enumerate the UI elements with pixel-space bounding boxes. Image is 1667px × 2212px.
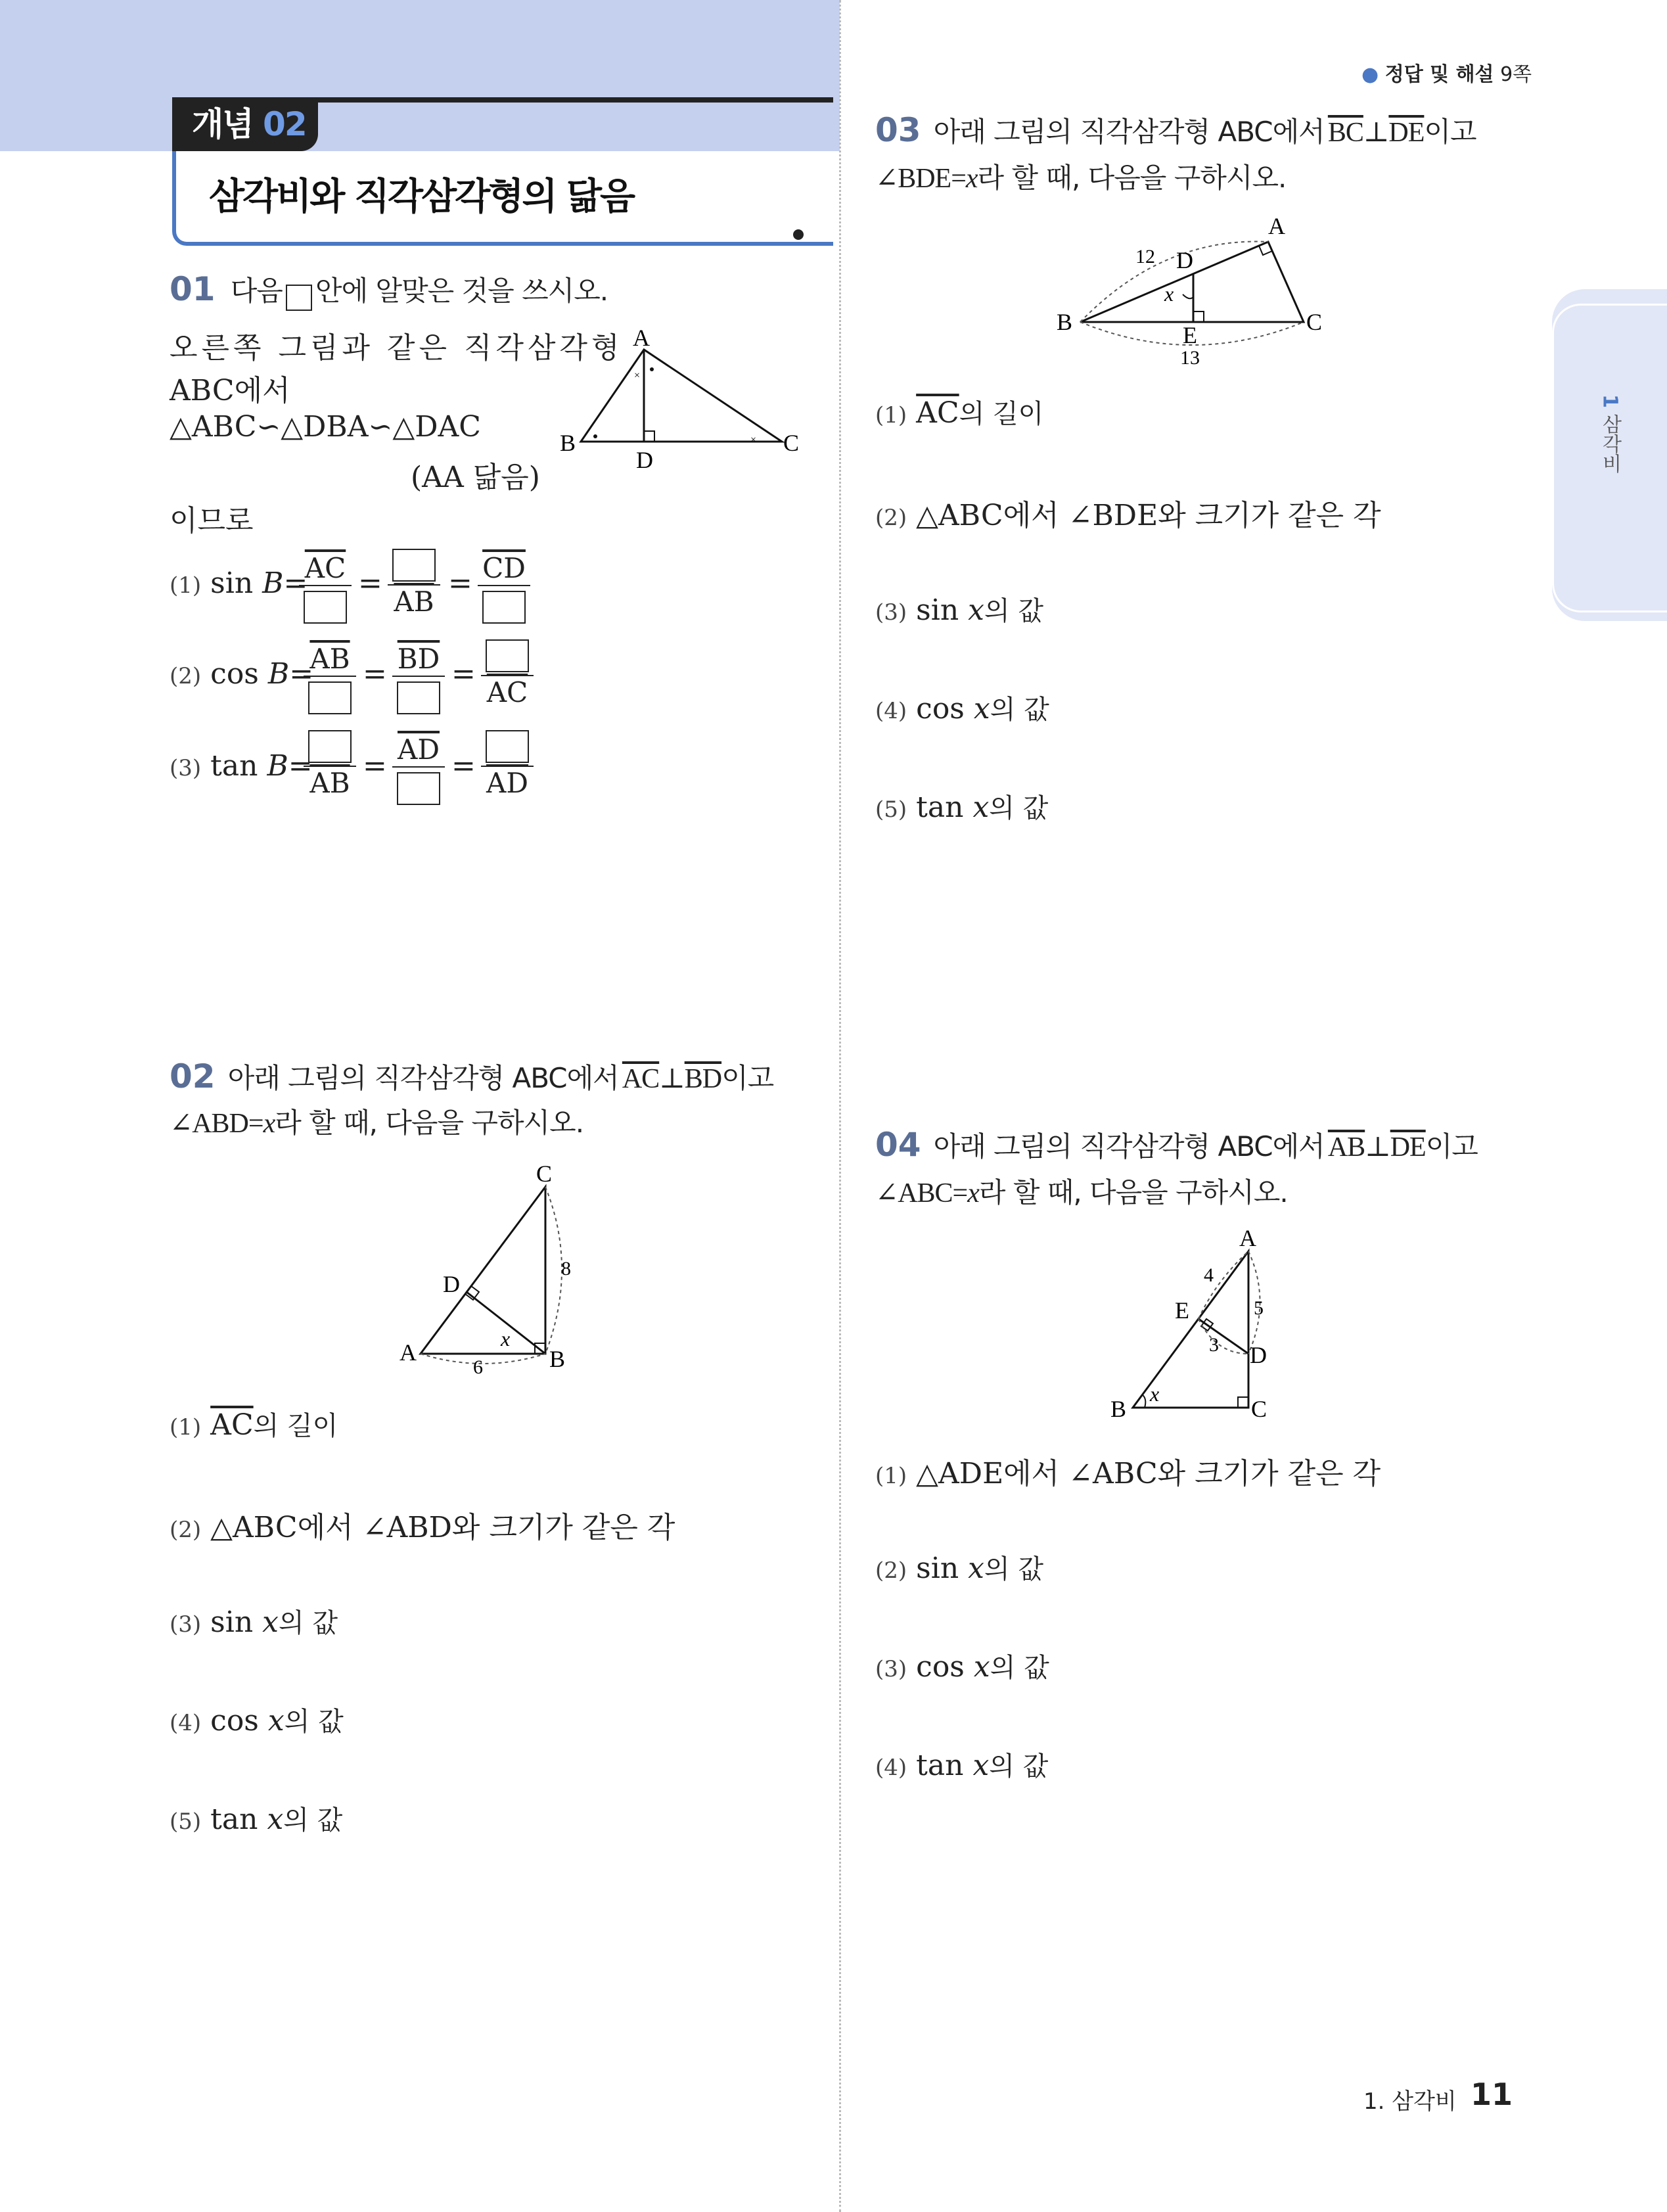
q02-line1-pre: 아래 그림의 직각삼각형 ABC에서 [227,1062,619,1094]
q01-text-line2: ABC에서 [170,374,290,407]
page-number: 11 [1471,2077,1513,2112]
item-text: 의 값 [279,1608,338,1638]
q04-length-AE: 4 [1204,1264,1214,1286]
q02-line2-post: 라 할 때, 다음을 구하시오. [275,1107,584,1139]
q04-label-x: x [1150,1382,1160,1406]
segment: $\overline{AC}$ [916,396,959,430]
chapter-side-tab-label [1552,394,1667,476]
q01-label-B: B [560,430,576,456]
q03-item-4 [875,689,1049,726]
q01-prompt [170,269,608,311]
q04-figure [1104,1222,1301,1433]
item-label: (5) [170,1809,202,1835]
concept-tag-word: 개념 [192,105,253,143]
item-text: 의 값 [283,1805,343,1835]
equals-sign: = [363,749,387,783]
q02-length-AB: 6 [473,1356,483,1378]
q02-label-C: C [536,1161,553,1187]
variable: B [267,657,290,691]
perp-symbol: ⊥ [659,1062,685,1094]
denominator: $\overline{AC}$ [481,675,534,708]
q03-label-C: C [1306,309,1323,335]
q01-1-frac2 [388,547,440,618]
q03-length-AB: 12 [1135,246,1155,267]
item-text: △ADE에서 ∠ABC와 크기가 같은 각 [916,1457,1381,1490]
q02-item-1 [170,1405,338,1442]
footer-chapter: 1. 삼각비 [1363,2088,1457,2115]
q01-item-2 [170,657,313,691]
q02-seg1: $\overline{AC}$ [622,1064,660,1094]
equals-sign: = [451,657,476,691]
q04-item-2 [875,1548,1043,1586]
item-label: (1) [875,1463,907,1489]
answer-blank[interactable] [397,681,440,714]
denominator: $\overline{AB}$ [388,584,440,618]
angle-arc-icon [1142,1394,1145,1408]
item-text: △ABC에서 ∠BDE와 크기가 같은 각 [916,499,1381,532]
q01-item-1 [170,566,308,600]
q02-item-5 [170,1799,342,1837]
q01-item-3 [170,749,313,783]
q03-seg2: $\overline{DE}$ [1388,118,1425,148]
right-angle-mark-icon [644,431,654,442]
right-angle-mark-icon [1238,1397,1248,1408]
q02-item-4 [170,1701,344,1738]
q02-triangle [421,1187,545,1354]
item-text: 의 길이 [253,1411,338,1441]
q02-figure [388,1157,585,1387]
item-text: △ABC에서 ∠ABD와 크기가 같은 각 [210,1511,675,1544]
q01-triangle [581,350,782,442]
answer-blank[interactable] [397,772,440,805]
item-label: (2) [875,505,907,531]
q04-segment-DE [1199,1319,1248,1354]
equals-sign: = [358,566,382,600]
variable: x [968,593,984,627]
fn-name: cos [916,692,965,726]
q01-label-A: A [633,325,650,351]
answer-blank[interactable] [486,730,529,763]
q03-label-x: x [1164,282,1174,306]
denominator: $\overline{AD}$ [481,766,534,799]
item-label: (1) [170,1414,202,1440]
item-text: 의 값 [990,695,1049,725]
q02-seg2: $\overline{BD}$ [684,1064,722,1094]
q01-3-frac2 [392,733,445,805]
item-label: (4) [875,698,907,724]
angle-dot-mark-icon [593,434,597,438]
q03-line2-pre: ∠BDE= [875,164,966,194]
equals-sign: = [289,657,314,691]
q04-line1-pre: 아래 그림의 직각삼각형 ABC에서 [933,1130,1325,1163]
q03-number: 03 [875,111,921,149]
dimension-arc [545,1187,562,1354]
equals-sign: = [448,566,472,600]
q01-1-frac1 [299,552,352,624]
angle-cross-mark-icon: × [750,434,757,446]
angle-arc-icon [1183,294,1193,298]
dimension-arc [421,1354,545,1364]
variable: x [972,791,990,824]
concept-tag [172,97,318,151]
q01-prompt-pre: 다음 [230,275,283,307]
q02-line1-post: 이고 [721,1062,774,1094]
q03-label-A: A [1268,213,1285,239]
angle-dot-mark-icon [650,367,654,371]
blank-box-icon [286,285,312,311]
fn-name: sin [210,566,254,600]
item-label: (1) [875,402,907,428]
angle-cross-mark-icon: × [634,370,641,381]
equals-sign: = [283,566,308,600]
answers-reference [1361,58,1532,87]
q04-length-AD: 5 [1254,1297,1264,1319]
q02-label-A: A [400,1339,417,1366]
item-label: (1) [170,572,202,599]
q03-line1-post: 이고 [1424,116,1476,148]
fn-name: sin [210,1605,254,1639]
item-label: (4) [170,1710,202,1736]
equals-sign: = [288,749,313,783]
variable: x [973,692,990,726]
variable: x [972,1749,990,1782]
q04-item-3 [875,1647,1049,1684]
q04-label-B: B [1110,1396,1127,1422]
bullet-icon: ● [1361,63,1379,86]
q04-label-A: A [1239,1225,1256,1251]
q03-item-2 [875,492,1381,534]
fn-name: cos [210,657,259,691]
answers-ref-page: 9쪽 [1500,63,1532,86]
variable: B [262,566,284,600]
variable: x [263,1109,275,1139]
right-angle-mark-icon [1193,311,1204,322]
q01-2-frac1 [304,643,356,714]
answers-ref-label: 정답 및 해설 [1384,63,1494,86]
concept-title: 삼각비와 직각삼각형의 닮음 [209,175,634,218]
item-text: 의 값 [990,1653,1049,1683]
q01-text-line1: 오른쪽 그림과 같은 직각삼각형 [170,331,624,365]
item-label: (2) [170,663,202,689]
q02-label-x: x [501,1327,511,1350]
q03-prompt-line2 [875,156,1286,196]
q04-item-4 [875,1745,1048,1783]
q03-prompt-line1 [875,110,1476,150]
q01-number: 01 [170,270,216,308]
q03-item-3 [875,590,1043,628]
fn-name: cos [210,1704,259,1738]
q03-item-1 [875,393,1043,430]
q01-figure [552,322,815,480]
q01-1-frac3 [478,552,530,624]
q04-seg1: $\overline{AB}$ [1327,1132,1365,1163]
q03-seg1: $\overline{BC}$ [1327,118,1363,148]
item-text: 의 값 [989,793,1049,823]
q04-label-C: C [1251,1396,1267,1422]
item-text: 의 값 [984,596,1043,626]
numerator: $\overline{CD}$ [482,552,526,584]
side-tab-number: 1 [1598,394,1622,408]
side-tab-text: 삼각비 [1598,414,1622,474]
item-text: 의 값 [284,1707,344,1737]
answer-blank[interactable] [486,639,529,672]
q04-length-ED: 3 [1209,1334,1219,1356]
q01-2-frac3 [481,637,534,708]
q01-similarity: △ABC∽△DBA∽△DAC [170,410,481,444]
numerator: $\overline{BD}$ [397,643,440,675]
variable: x [267,1803,284,1836]
fn-name: sin [916,1552,959,1585]
item-label: (3) [170,755,202,781]
q03-figure [1051,210,1340,375]
q02-label-D: D [443,1271,460,1297]
q04-item-1 [875,1450,1381,1492]
q03-label-D: D [1176,247,1193,273]
q02-item-3 [170,1602,338,1640]
q03-label-E: E [1183,322,1197,348]
item-label: (2) [170,1517,202,1543]
q01-2-frac2 [392,643,445,714]
fn-name: cos [916,1650,965,1684]
q04-seg2: $\overline{DE}$ [1390,1132,1426,1163]
q01-3-frac3 [481,728,534,799]
variable: x [967,1178,979,1209]
q04-label-E: E [1175,1297,1189,1324]
answer-blank[interactable] [308,681,352,714]
variable: x [973,1650,990,1684]
variable: x [968,1552,984,1585]
q01-therefore: 이므로 [170,504,254,538]
segment: $\overline{AC}$ [210,1408,254,1442]
answer-blank[interactable] [308,730,352,763]
answer-blank[interactable] [392,549,436,582]
variable: x [262,1605,279,1639]
q04-label-D: D [1250,1342,1267,1368]
q02-length-BC: 8 [561,1258,571,1279]
variable: x [267,1704,285,1738]
item-text: 의 값 [989,1751,1049,1782]
answer-blank[interactable] [304,591,347,624]
q01-label-D: D [636,447,653,473]
numerator: $\overline{AB}$ [309,643,350,675]
item-label: (3) [875,599,907,626]
q02-line2-pre: ∠ABD= [170,1109,263,1139]
column-divider [839,0,841,2212]
answer-blank[interactable] [482,591,526,624]
q02-number: 02 [170,1057,216,1095]
q04-line1-post: 이고 [1425,1130,1478,1163]
q02-label-B: B [549,1346,566,1372]
item-text: 의 값 [984,1554,1043,1584]
item-label: (3) [170,1611,202,1638]
q03-line2-post: 라 할 때, 다음을 구하시오. [977,162,1287,194]
numerator: $\overline{AC}$ [304,552,346,584]
item-label: (4) [875,1755,907,1781]
fn-name: tan [916,791,964,824]
variable: x [965,164,978,194]
numerator: $\overline{AD}$ [397,733,440,766]
item-label: (5) [875,796,907,823]
q03-label-B: B [1057,309,1073,335]
item-label: (2) [875,1557,907,1584]
denominator: $\overline{AB}$ [304,766,356,799]
perp-symbol: ⊥ [1365,1130,1390,1163]
equals-sign: = [451,749,476,783]
q04-prompt-line1 [875,1125,1478,1164]
perp-symbol: ⊥ [1363,116,1389,148]
q03-item-5 [875,787,1048,825]
q02-prompt-line1 [170,1057,773,1096]
item-label: (3) [875,1656,907,1682]
q03-length-BC: 13 [1180,347,1200,369]
equals-sign: = [363,657,387,691]
q01-label-C: C [783,430,800,456]
q02-item-2 [170,1504,675,1546]
fn-name: sin [916,593,959,627]
q01-3-frac1 [304,728,356,799]
fn-name: tan [210,1803,258,1836]
q04-line2-post: 라 할 때, 다음을 구하시오. [978,1176,1288,1209]
q04-prompt-line2 [875,1171,1288,1210]
concept-tag-number: 02 [263,105,306,143]
q03-line1-pre: 아래 그림의 직각삼각형 ABC에서 [933,116,1325,148]
q02-prompt-line2 [170,1101,583,1141]
q01-aa-similarity: (AA 닮음) [411,461,540,494]
q04-line2-pre: ∠ABC= [875,1178,968,1209]
item-text: 의 길이 [959,399,1044,429]
q04-number: 04 [875,1126,921,1164]
variable: B [267,749,288,783]
fn-name: tan [916,1749,964,1782]
q01-prompt-post: 안에 알맞은 것을 쓰시오. [315,275,608,307]
heading-end-dot [793,229,804,240]
fn-name: tan [210,749,258,783]
